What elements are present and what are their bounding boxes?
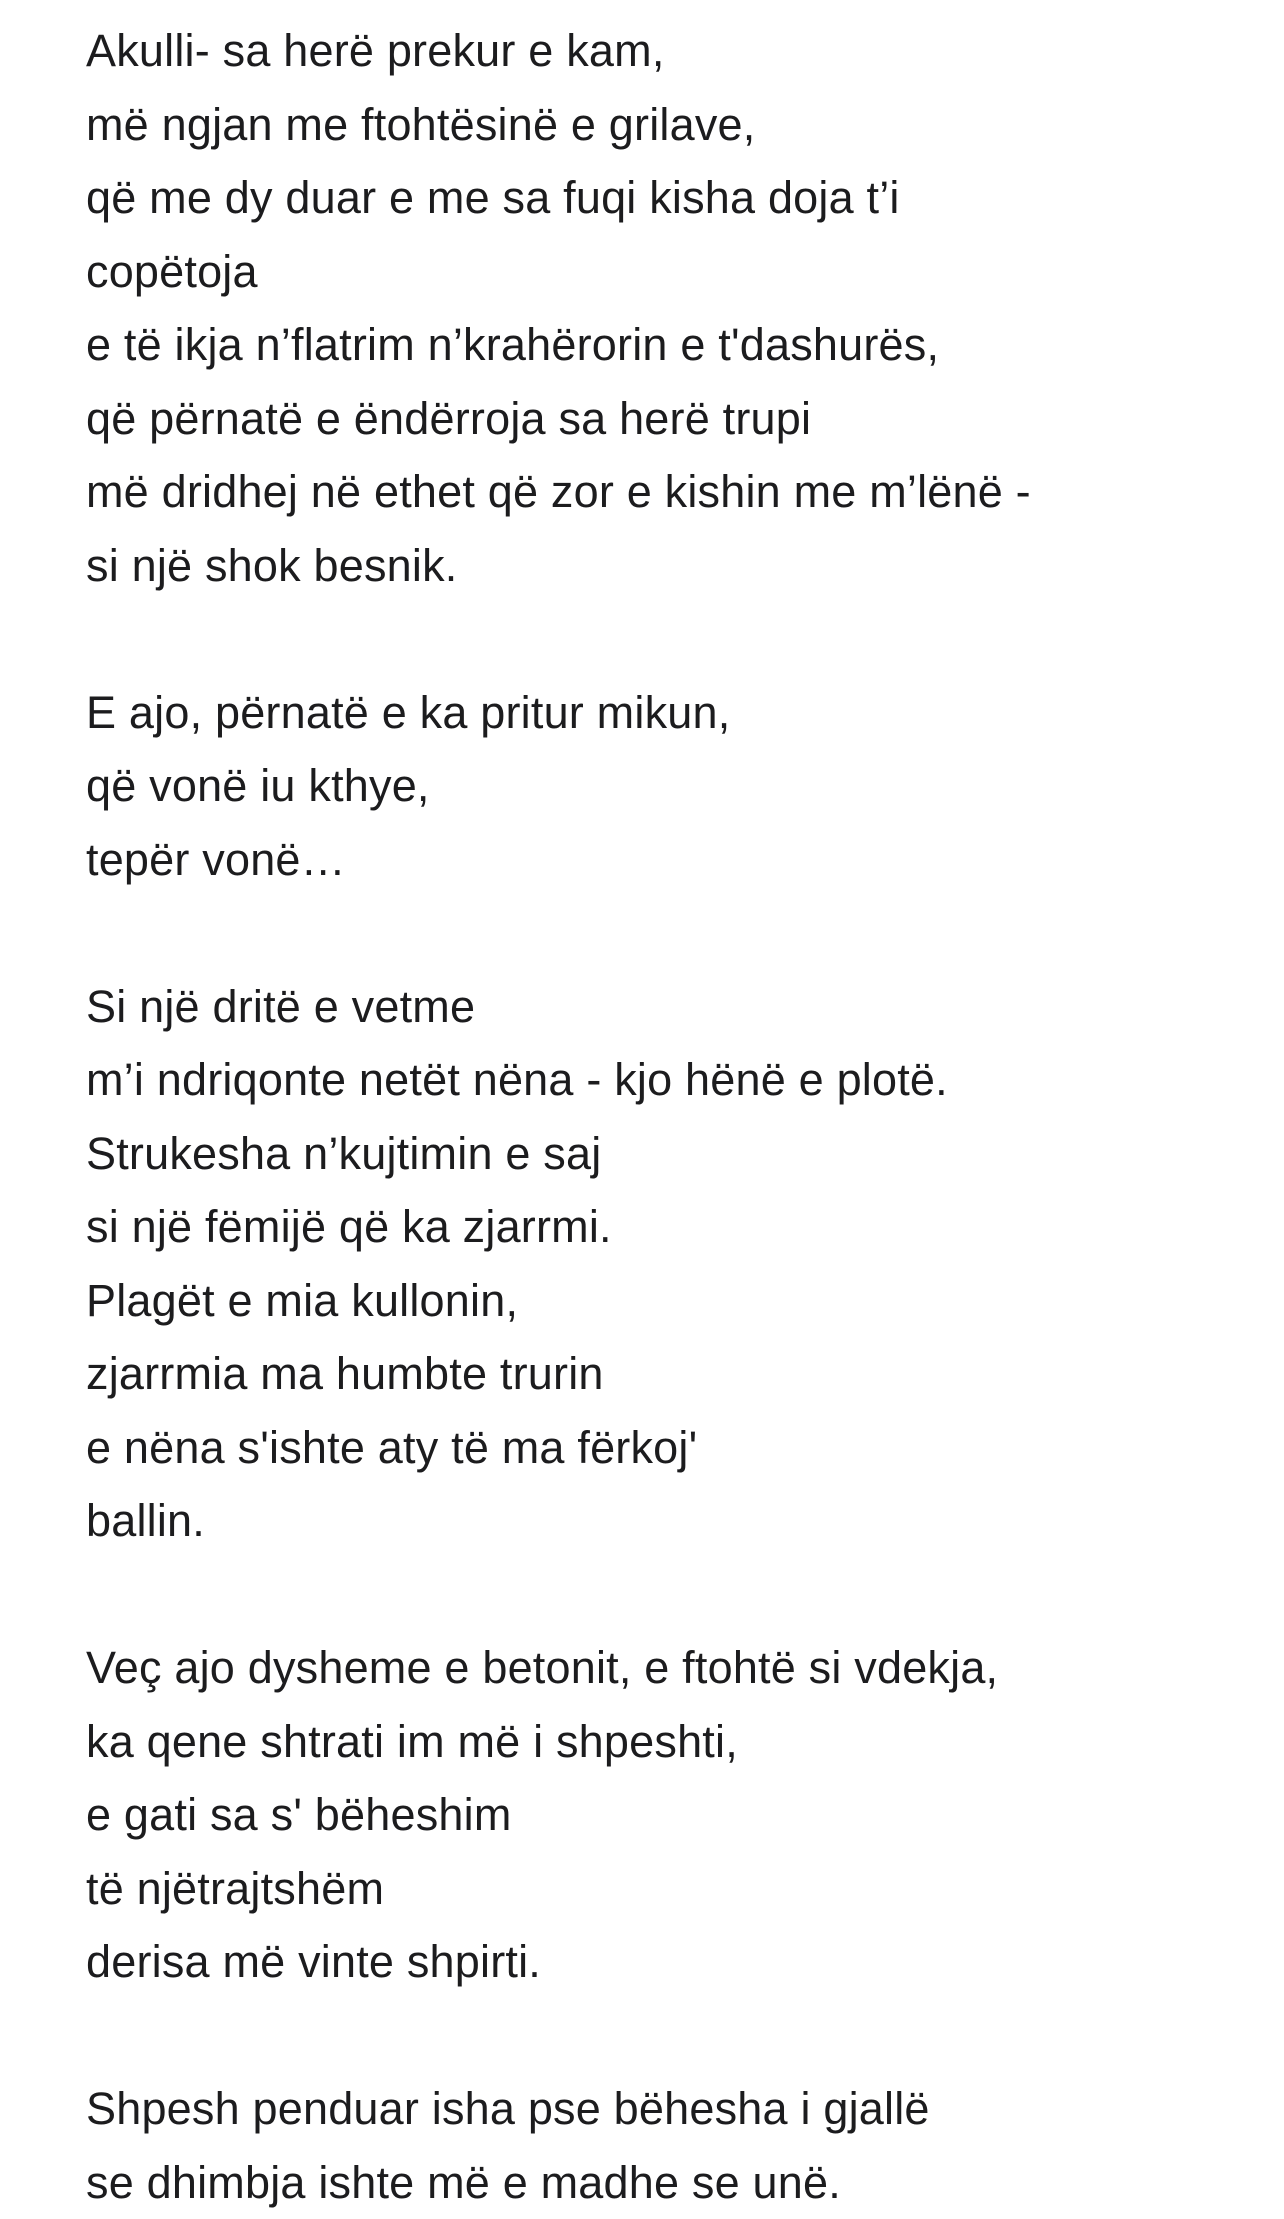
poem-line: e nëna s'ishte aty të ma fërkoj': [86, 1411, 1246, 1485]
poem-line: tepër vonë…: [86, 823, 1246, 897]
stanza-4: [86, 1631, 1246, 1999]
poem-line: Akulli- sa herë prekur e kam,: [86, 14, 1246, 88]
stanza-1: [86, 14, 1246, 602]
poem-line: e gati sa s' bëheshim: [86, 1778, 1246, 1852]
poem-line: ka qene shtrati im më i shpeshti,: [86, 1705, 1246, 1779]
poem-line: më ngjan me ftohtësinë e grilave,: [86, 88, 1246, 162]
poem-line: të njëtrajtshëm: [86, 1852, 1246, 1926]
poem-line: derisa më vinte shpirti.: [86, 1925, 1246, 1999]
poem-line: se dhimbja ishte më e madhe se unë.: [86, 2146, 1246, 2219]
poem-line: Si një dritë e vetme: [86, 970, 1246, 1044]
poem-line: E ajo, përnatë e ka pritur mikun,: [86, 676, 1246, 750]
poem-text: [86, 14, 1246, 2219]
stanza-5: [86, 2072, 1246, 2219]
poem-line: ballin.: [86, 1484, 1246, 1558]
poem-line: m’i ndriqonte netët nëna - kjo hënë e plotë.: [86, 1043, 1246, 1117]
poem-line: zjarrmia ma humbte trurin: [86, 1337, 1246, 1411]
poem-line: si një fëmijë që ka zjarrmi.: [86, 1190, 1246, 1264]
poem-line: që me dy duar e me sa fuqi kisha doja t’i: [86, 161, 1246, 235]
stanza-2: [86, 676, 1246, 897]
poem-line: Veç ajo dysheme e betonit, e ftohtë si vdekja,: [86, 1631, 1246, 1705]
poem-line: Plagët e mia kullonin,: [86, 1264, 1246, 1338]
stanza-3: [86, 970, 1246, 1558]
poem-line: copëtoja: [86, 235, 1246, 309]
poem-line: e të ikja n’flatrim n’krahërorin e t'dashurës,: [86, 308, 1246, 382]
poem-line: Shpesh penduar isha pse bëhesha i gjallë: [86, 2072, 1246, 2146]
poem-line: që përnatë e ëndërroja sa herë trupi: [86, 382, 1246, 456]
poem-line: si një shok besnik.: [86, 529, 1246, 603]
poem-line: Strukesha n’kujtimin e saj: [86, 1117, 1246, 1191]
poem-line: më dridhej në ethet që zor e kishin me m’lënë -: [86, 455, 1246, 529]
poem-line: që vonë iu kthye,: [86, 749, 1246, 823]
